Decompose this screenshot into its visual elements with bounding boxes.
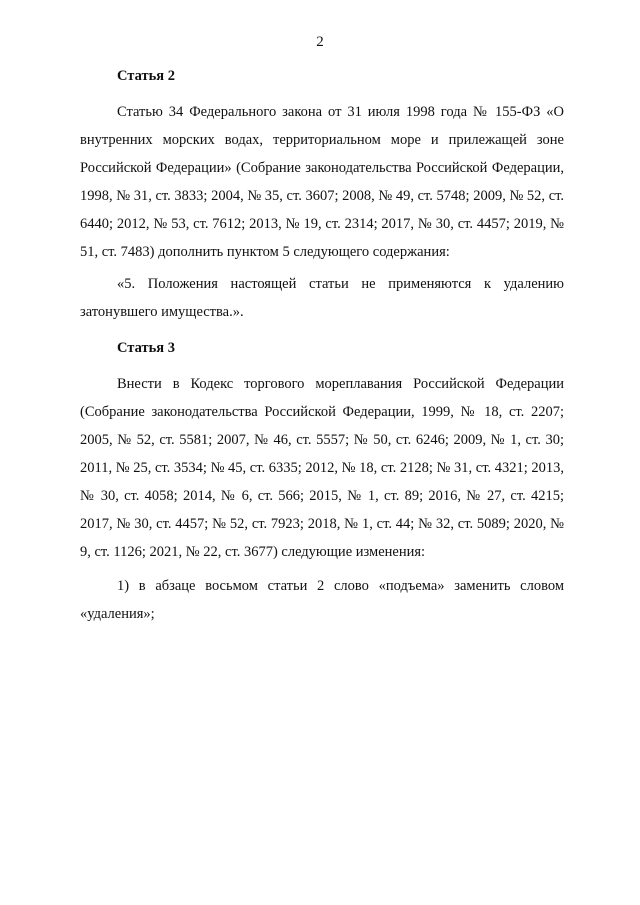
article-2-paragraph-2: «5. Положения настоящей статьи не применяются к удалению затонувшего имущества.». [80, 276, 564, 320]
article-2-section [80, 66, 564, 326]
article-3-paragraph-2: 1) в абзаце восьмом статьи 2 слово «подъема» заменить словом «удаления»; [80, 578, 564, 622]
article-3-heading: Статья 3 [117, 340, 175, 356]
article-3-paragraph-1: Внести в Кодекс торгового мореплавания Российской Федерации (Собрание законодательства Российской Федерации, 1999, № 18, ст. 2207; 2005, № 52, ст. 5581; 2007, № 46, ст. 5557; № 50, ст. 6246; 2009, № 1, ст. 30; 2011, № 25, ст. 3534; № 45, ст. 6335; 2012, № 18, ст. 2128; № 31, ст. 4321; 2013, № 30, ст. 4058; 2014, № 6, ст. 566; 2015, № 1, ст. 89; 2016, № 27, ст. 4215; 2017, № 30, ст. 4457; № 52, ст. 7923; 2018, № 1, ст. 44; № 32, ст. 5089; 2020, № 9, ст. 1126; 2021, № 22, ст. 3677) следующие изменения: [80, 376, 564, 560]
document-body [80, 66, 564, 628]
article-2-paragraph-1: Статью 34 Федерального закона от 31 июля 1998 года № 155-ФЗ «О внутренних морских водах, территориальном море и прилежащей зоне Российской Федерации» (Собрание законодательства Российской Федерации, 1998, № 31, ст. 3833; 2004, № 35, ст. 3607; 2008, № 49, ст. 5748; 2009, № 52, ст. 6440; 2012, № 53, ст. 7612; 2013, № 19, ст. 2314; 2017, № 30, ст. 4457; 2019, № 51, ст. 7483) дополнить пунктом 5 следующего содержания: [80, 104, 564, 260]
page-number: 2 [316, 34, 324, 50]
article-3-section [80, 338, 564, 628]
article-2-heading: Статья 2 [117, 68, 175, 84]
